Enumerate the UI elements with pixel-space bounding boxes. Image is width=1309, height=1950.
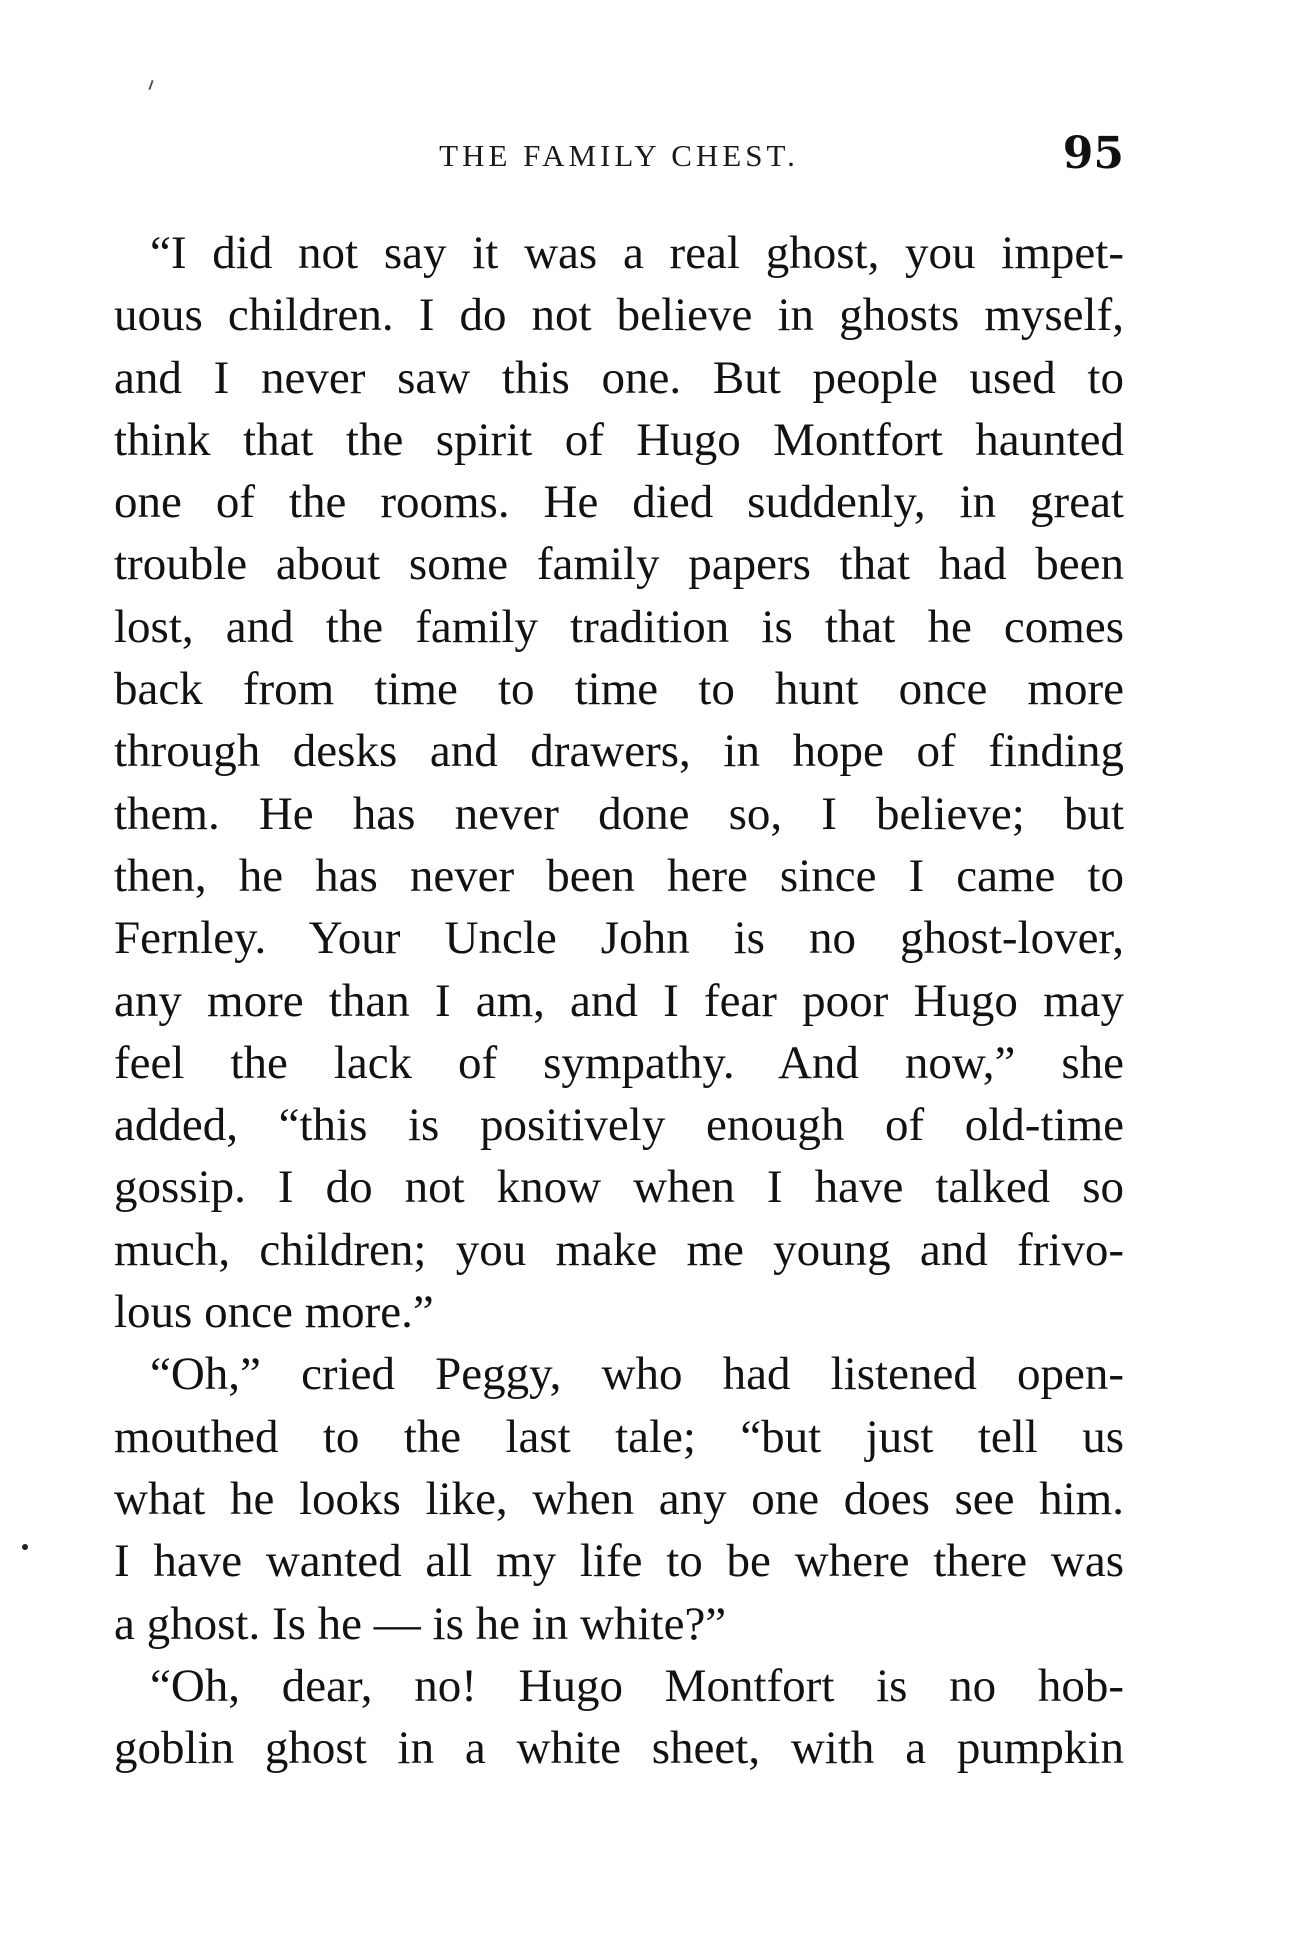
text-line: much, children; you make me young and frivo- <box>114 1223 1124 1276</box>
ink-mark <box>148 80 153 90</box>
text-line: any more than I am, and I fear poor Hugo may <box>114 974 1124 1027</box>
text-line: and I never saw this one. But people used to <box>114 351 1124 404</box>
text-line: added, “this is positively enough of old-time <box>114 1099 1124 1152</box>
print-speck <box>22 1544 28 1550</box>
text-line: “Oh,” cried Peggy, who had listened open- <box>150 1348 1124 1401</box>
text-line: trouble about some family papers that had been <box>114 538 1124 591</box>
text-line: feel the lack of sympathy. And now,” she <box>114 1036 1124 1089</box>
text-line: I have wanted all my life to be where there was <box>114 1535 1124 1588</box>
body-text <box>114 222 1124 1779</box>
running-title: THE FAMILY CHEST. <box>439 138 799 173</box>
text-line: uous children. I do not believe in ghosts myself, <box>114 289 1124 342</box>
text-line: lost, and the family tradition is that he comes <box>114 600 1124 653</box>
text-line: back from time to time to hunt once more <box>114 663 1124 716</box>
running-head <box>114 128 1124 188</box>
text-line: a ghost. Is he — is he in white?” <box>114 1597 727 1650</box>
text-line: lous once more.” <box>114 1286 434 1339</box>
text-line: mouthed to the last tale; “but just tell us <box>114 1410 1124 1463</box>
text-line: what he looks like, when any one does see him. <box>114 1472 1124 1525</box>
page-number: 95 <box>1062 128 1124 179</box>
text-line: “I did not say it was a real ghost, you impet- <box>150 227 1124 279</box>
text-line: through desks and drawers, in hope of finding <box>114 725 1124 778</box>
text-line: “Oh, dear, no! Hugo Montfort is no hob- <box>150 1659 1124 1712</box>
text-line: Fernley. Your Uncle John is no ghost-lover, <box>114 912 1124 965</box>
text-line: them. He has never done so, I believe; but <box>114 787 1124 840</box>
text-line: gossip. I do not know when I have talked so <box>114 1161 1124 1214</box>
text-line: think that the spirit of Hugo Montfort haunted <box>114 413 1124 466</box>
text-line: one of the rooms. He died suddenly, in great <box>114 476 1124 529</box>
text-line: goblin ghost in a white sheet, with a pumpkin <box>114 1722 1124 1775</box>
text-line: then, he has never been here since I came to <box>114 849 1124 902</box>
